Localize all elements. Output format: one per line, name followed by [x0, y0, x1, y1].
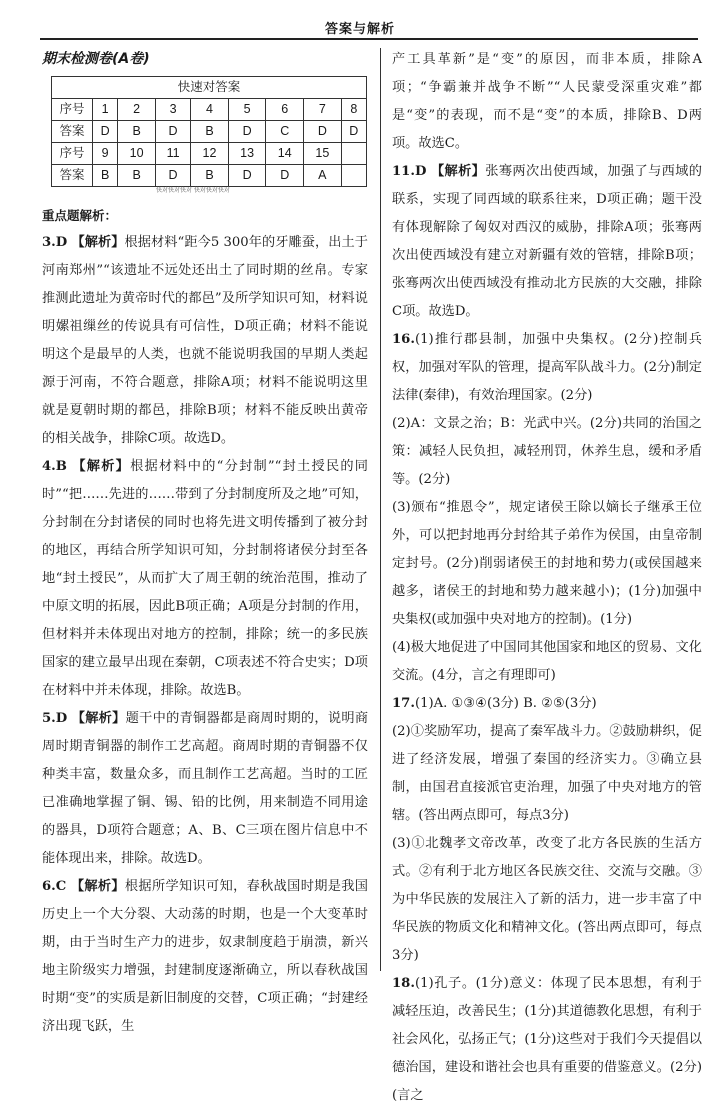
table-cell: 3 [155, 99, 190, 121]
item-text: (3)颁布“推恩令”，规定诸侯王除以嫡长子继承王位外，可以把封地再分封给其子弟作为侯国，由皇帝制定封号。(2分)削弱诸侯王的封地和势力(或侯国越来越多，诸侯王的封地和势力越来越小)；(1分)加强中央集权(或加强中央对地方的控制)。(1分) [392, 500, 702, 627]
table-cell [341, 143, 366, 165]
table-cell: 8 [341, 99, 366, 121]
watermark-stamp: 快对快对快对 快对快对快对 [156, 187, 230, 194]
answer-item [42, 705, 368, 873]
analysis-tag: 【解析】 [71, 235, 125, 250]
answer-item [392, 830, 702, 970]
table-cell [341, 165, 366, 187]
table-cell: D [228, 165, 266, 187]
table-cell: 9 [93, 143, 118, 165]
item-text: (1)A. ①③④(3分) B. ②⑤(3分) [414, 696, 597, 711]
row-label: 答案 [52, 121, 93, 143]
analysis-tag: 【解析】 [430, 164, 486, 179]
item-letter: C [55, 879, 67, 894]
table-cell: C [266, 121, 304, 143]
table-cell: D [93, 121, 118, 143]
table-cell: B [93, 165, 118, 187]
answer-item [392, 326, 702, 410]
answer-item [392, 410, 702, 494]
table-cell: A [304, 165, 342, 187]
row-label: 序号 [52, 143, 93, 165]
table-cell: 4 [191, 99, 229, 121]
table-cell: D [304, 121, 342, 143]
answer-item [392, 718, 702, 830]
table-cell: 13 [228, 143, 266, 165]
table-cell: B [191, 121, 229, 143]
item-number: 6. [42, 879, 56, 894]
item-number: 16. [392, 332, 415, 347]
table-cell: 1 [93, 99, 118, 121]
table-row [52, 121, 367, 143]
section-title: 重点题解析： [42, 208, 118, 223]
table-cell: 7 [304, 99, 342, 121]
answer-item [392, 634, 702, 690]
right-column [392, 46, 702, 1110]
answer-item [392, 158, 702, 326]
item-number: 11. [392, 164, 415, 179]
left-column [42, 46, 368, 1041]
item-text: (2)A：文景之治；B：光武中兴。(2分)共同的治国之策：减轻人民负担，减轻刑罚，休养生息，缓和矛盾等。(2分) [392, 416, 702, 487]
table-cell: 5 [228, 99, 266, 121]
item-number: 5. [42, 711, 56, 726]
item-text: 题干中的青铜器都是商周时期的，说明商周时期青铜器的制作工艺高超。商周时期的青铜器不仅种类丰富，数量众多，而且制作工艺高超。当时的工匠已准确地掌握了铜、锡、铅的比例，用来制造不同用途的器具，D项符合题意；A、B、C三项在图片信息中不能体现出来，排除。故选D。 [42, 711, 369, 866]
row-label: 答案 [52, 165, 93, 187]
table-cell: D [228, 121, 266, 143]
analysis-tag: 【解析】 [72, 459, 131, 474]
table-cell: 11 [155, 143, 190, 165]
quick-answer-title: 快速对答案 [52, 77, 367, 99]
answer-item [42, 453, 368, 705]
table-cell: B [191, 165, 229, 187]
answer-item [42, 229, 368, 453]
exam-title: 期末检测卷(A卷) [42, 51, 150, 67]
table-cell: 2 [118, 99, 156, 121]
row-label: 序号 [52, 99, 93, 121]
item-number: 17. [392, 696, 415, 711]
table-row [52, 143, 367, 165]
table-cell: B [118, 165, 156, 187]
header-title: 答案与解析 [324, 22, 395, 37]
header-rule [40, 38, 698, 40]
item-number: 3. [42, 235, 56, 250]
table-cell: B [118, 121, 156, 143]
item-letter: B [55, 459, 67, 474]
table-cell: 12 [191, 143, 229, 165]
table-cell: D [155, 121, 190, 143]
item-letter: D [55, 235, 68, 250]
item-number: 4. [42, 459, 56, 474]
item-letter: D [55, 711, 68, 726]
analysis-tag: 【解析】 [71, 711, 126, 726]
answer-item [42, 873, 368, 1041]
column-divider [380, 48, 381, 971]
item-text: 根据材料“距今5 300年的牙雕蚕，出土于河南郑州”“该遗址不远处还出土了同时期的丝帛。专家推测此遗址为黄帝时代的都邑”及所学知识可知，材料说明嫘祖缫丝的传说具有可信性，D项正确；材料不能说明这个是最早的人类，也就不能说明我国的早期人类起源于河南，不符合题意，排除A项；材料不能说明这里就是夏朝时期的都邑，排除B项；材料不能反映出黄帝的相关战争，排除C项。故选D。 [42, 235, 368, 446]
table-cell: 10 [118, 143, 156, 165]
table-row [52, 99, 367, 121]
item-text: (3)①北魏孝文帝改革，改变了北方各民族的生活方式。②有利于北方地区各民族交往、交流与交融。③为中华民族的发展注入了新的活力，进一步丰富了中华民族的物质文化和精神文化。(答出两点即可，每点3分) [392, 836, 702, 963]
item-text: (1)推行郡县制，加强中央集权。(2分)控制兵权，加强对军队的管理，提高军队战斗力。(2分)制定法律(秦律)，有效治理国家。(2分) [392, 332, 702, 403]
answer-item [392, 494, 702, 634]
item-text: (2)①奖励军功，提高了秦军战斗力。②鼓励耕织，促进了经济发展，增强了秦国的经济实力。③确立县制，由国君直接派官吏治理，加强了中央对地方的管辖。(答出两点即可，每点3分) [392, 724, 702, 823]
item-text: 根据材料中的“分封制”“封土授民的同时”“把……先进的……带到了分封制度所及之地”可知，分封制在分封诸侯的同时也将先进文明传播到了被分封的地区，再结合所学知识可知，分封制将诸侯分封至各地“封土授民”，从而扩大了周王朝的统治范围，推动了中原文明的拓展，因此B项正确；A项是分封制的作用，但材料并未体现出对地方的控制，排除；统一的多民族国家的建立最早出现在秦朝，C项表述不符合史实；D项在材料中并未体现，排除。故选B。 [42, 459, 368, 698]
answer-item [392, 690, 702, 718]
page-header [0, 0, 720, 40]
item-text: (4)极大地促进了中国同其他国家和地区的贸易、文化交流。(4分，言之有理即可) [392, 640, 702, 683]
item-text: 产工具革新”是“变”的原因，而非本质，排除A项；“争霸兼并战争不断”“人民蒙受深重灾难”都是“变”的表现，而不是“变”的本质，排除B、D两项。故选C。 [392, 52, 702, 151]
table-cell: D [266, 165, 304, 187]
table-cell: 14 [266, 143, 304, 165]
table-cell: 6 [266, 99, 304, 121]
item-number: 18. [392, 976, 415, 991]
answer-item [392, 46, 702, 158]
table-row [52, 165, 367, 187]
answer-item [392, 970, 702, 1110]
quick-answer-table [51, 76, 367, 187]
table-cell: D [341, 121, 366, 143]
item-text: 张骞两次出使西域，加强了与西域的联系，实现了同西域的联系往来，D项正确；题干没有体现解除了匈奴对西汉的威胁，排除A项；张骞两次出使西域没有建立对新疆有效的管辖，排除B项；张骞两次出使西域没有推动北方民族的大交融，排除C项。故选D。 [392, 164, 702, 319]
item-letter: D [414, 164, 427, 179]
item-text: (1)孔子。(1分)意义：体现了民本思想，有利于减轻压迫，改善民生；(1分)其道德教化思想，有利于社会风化，弘扬正气；(1分)这些对于我们今天提倡以德治国，建设和谐社会也具有重要的借鉴意义。(2分)(言之 [392, 976, 702, 1103]
table-cell: D [155, 165, 190, 187]
item-text: 根据所学知识可知，春秋战国时期是我国历史上一个大分裂、大动荡的时期，也是一个大变革时期，由于当时生产力的进步，奴隶制度趋于崩溃，新兴地主阶级实力增强，封建制度逐渐确立，所以春秋战国时期“变”的实质是新旧制度的交替，C项正确；“封建经济出现飞跃，生 [42, 879, 368, 1034]
analysis-tag: 【解析】 [70, 879, 125, 894]
table-cell: 15 [304, 143, 342, 165]
